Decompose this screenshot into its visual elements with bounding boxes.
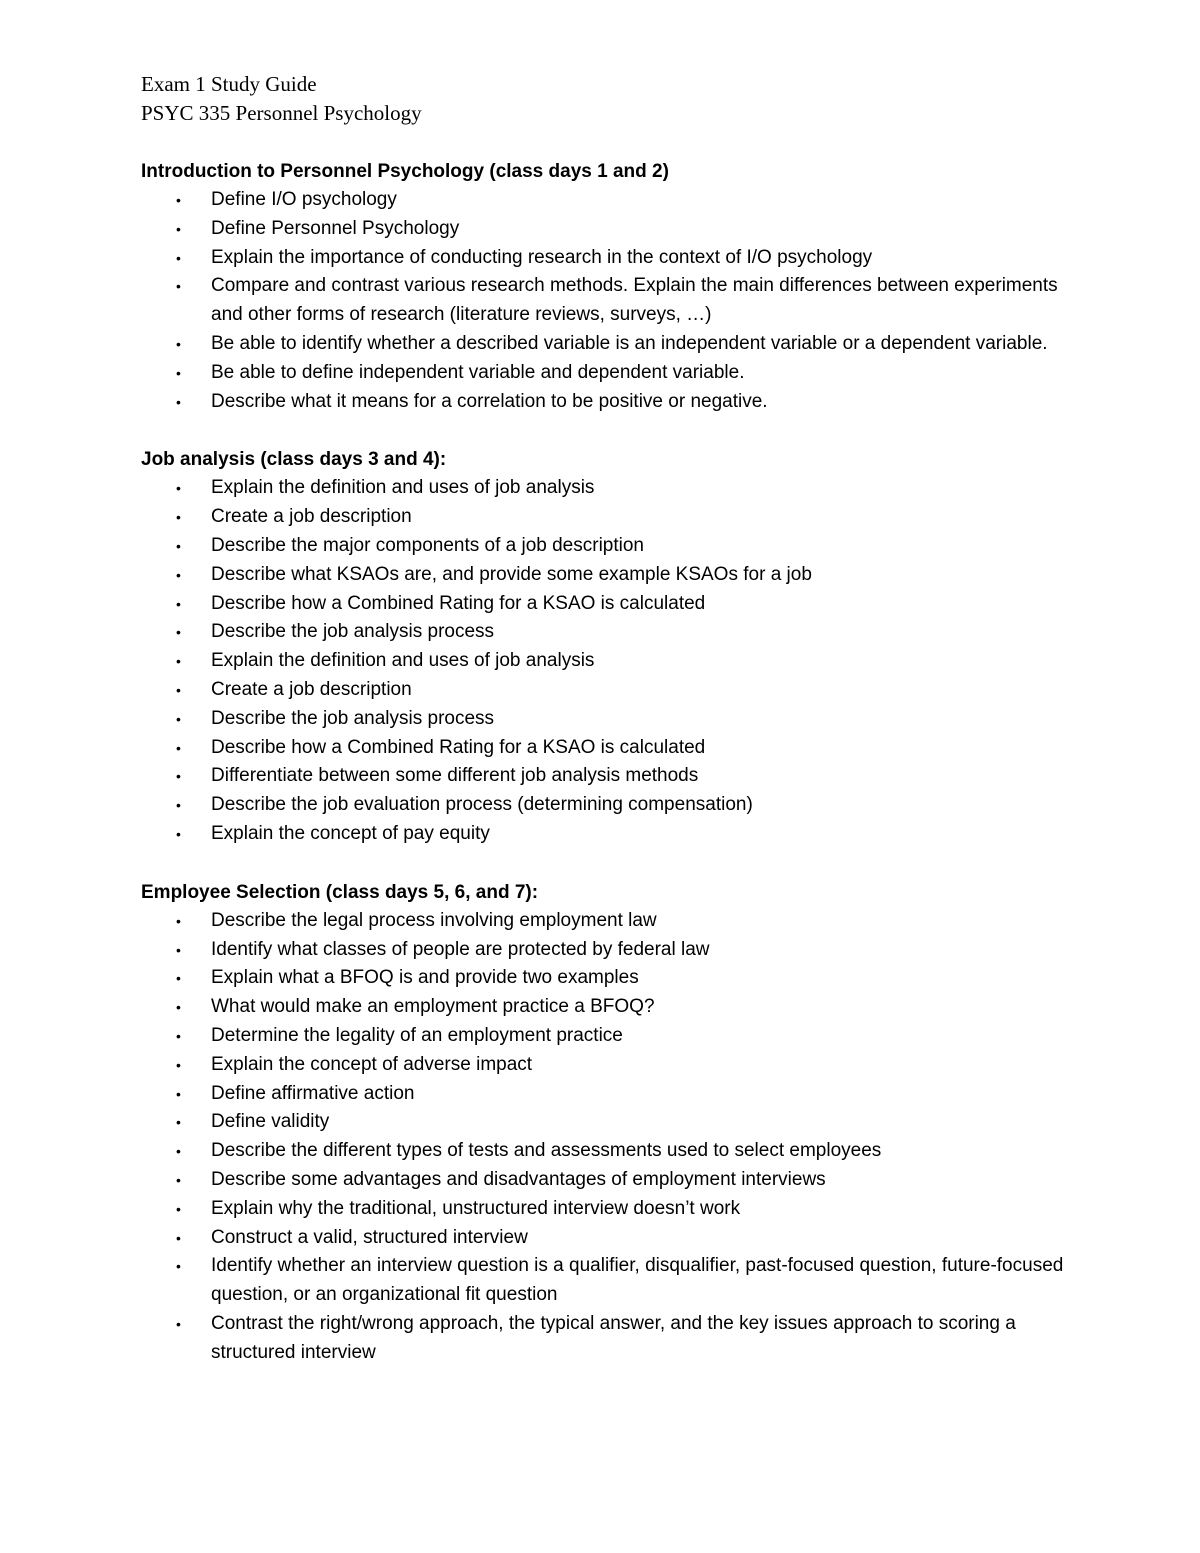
section-heading: Introduction to Personnel Psychology (class days 1 and 2) (141, 161, 669, 182)
list-item-text: Describe what KSAOs are, and provide some example KSAOs for a job (211, 563, 812, 585)
list-item (141, 1051, 1071, 1080)
list-item (141, 474, 1071, 503)
list-item-text: Explain the definition and uses of job analysis (211, 650, 595, 672)
list-item-text: Identify whether an interview question is a qualifier, disqualifier, past-focused question, future-focused question, or an organizational fit question (211, 1255, 1064, 1306)
list-item (141, 388, 1071, 417)
list-item-text: Explain the concept of pay equity (211, 822, 490, 844)
list-item (141, 734, 1071, 763)
bullet-icon: • (176, 335, 181, 352)
bullet-icon: • (176, 1056, 181, 1073)
list-item (141, 1252, 1071, 1310)
bullet-icon: • (176, 739, 181, 756)
list-item (141, 936, 1071, 965)
bullet-icon: • (176, 509, 181, 526)
list-item (141, 993, 1071, 1022)
list-item-text: Describe the job analysis process (211, 707, 495, 729)
bullet-icon: • (176, 220, 181, 237)
bullet-icon: • (176, 681, 181, 698)
bullet-icon: • (176, 249, 181, 266)
bullet-icon: • (176, 624, 181, 641)
list-item-text: Create a job description (211, 678, 412, 700)
study-guide-sections (141, 157, 1071, 1367)
list-item-text: Be able to identify whether a described variable is an independent variable or a dependent variable. (211, 332, 1048, 354)
list-item (141, 330, 1071, 359)
document-title: Exam 1 Study Guide (141, 72, 317, 96)
section-heading: Employee Selection (class days 5, 6, and 7): (141, 881, 539, 903)
bullet-icon: • (176, 278, 181, 295)
list-item (141, 561, 1071, 590)
bullet-icon: • (176, 1027, 181, 1044)
list-item-text: Describe some advantages and disadvantages of employment interviews (211, 1168, 826, 1190)
list-item-text: Explain why the traditional, unstructured interview doesn’t work (211, 1197, 741, 1219)
list-item-text: Describe the major components of a job description (211, 534, 645, 556)
section-2 (141, 445, 1071, 848)
bullet-icon: • (176, 595, 181, 612)
bullet-icon: • (176, 393, 181, 410)
list-item (141, 244, 1071, 273)
list-item-text: What would make an employment practice a BFOQ? (211, 996, 655, 1018)
list-item-text: Describe how a Combined Rating for a KSAO is calculated (211, 592, 706, 614)
list-item (141, 647, 1071, 676)
bullet-icon: • (176, 480, 181, 497)
document-page (141, 70, 1071, 1367)
list-item (141, 359, 1071, 388)
list-item (141, 705, 1071, 734)
bullet-icon: • (176, 970, 181, 987)
bullet-icon: • (176, 1315, 181, 1332)
list-item (141, 186, 1071, 215)
list-item (141, 820, 1071, 849)
list-item (141, 1080, 1071, 1109)
bullet-icon: • (176, 537, 181, 554)
list-item-text: Define Personnel Psychology (211, 217, 460, 239)
list-item-text: Construct a valid, structured interview (211, 1226, 528, 1248)
bullet-icon: • (176, 797, 181, 814)
list-item-text: Describe the job evaluation process (determining compensation) (211, 794, 753, 816)
bullet-icon: • (176, 825, 181, 842)
bullet-icon: • (176, 653, 181, 670)
bullet-icon: • (176, 192, 181, 208)
bullet-icon: • (176, 1143, 181, 1160)
list-item-text: Contrast the right/wrong approach, the typical answer, and the key issues approach to scoring a structured interview (211, 1312, 1016, 1363)
list-item (141, 762, 1071, 791)
list-item (141, 1108, 1071, 1137)
list-item-text: Compare and contrast various research methods. Explain the main differences between experiments and other forms of research (literature reviews, surveys, …) (211, 275, 1058, 326)
list-item-text: Describe how a Combined Rating for a KSAO is calculated (211, 736, 706, 758)
list-item (141, 215, 1071, 244)
list-item-text: Describe the job analysis process (211, 621, 495, 643)
list-item-text: Describe what it means for a correlation to be positive or negative. (211, 390, 768, 412)
bullet-icon: • (176, 710, 181, 727)
bullet-icon: • (176, 768, 181, 785)
list-item-text: Define I/O psychology (211, 189, 397, 210)
list-item-text: Differentiate between some different job analysis methods (211, 765, 699, 787)
bullet-icon: • (176, 1114, 181, 1131)
section-3 (141, 878, 1071, 1368)
list-item-text: Create a job description (211, 506, 412, 528)
list-item-text: Be able to define independent variable and dependent variable. (211, 361, 745, 383)
list-item (141, 1195, 1071, 1224)
list-item-text: Explain the definition and uses of job analysis (211, 477, 595, 499)
list-item (141, 532, 1071, 561)
bullet-icon: • (176, 912, 181, 929)
list-item-text: Define affirmative action (211, 1082, 415, 1104)
list-item-text: Describe the different types of tests and assessments used to select employees (211, 1140, 882, 1162)
list-item (141, 964, 1071, 993)
bullet-icon: • (176, 999, 181, 1016)
list-item-text: Identify what classes of people are protected by federal law (211, 938, 710, 960)
list-item (141, 503, 1071, 532)
list-item (141, 272, 1071, 330)
bullet-icon: • (176, 364, 181, 381)
list-item-text: Define validity (211, 1111, 330, 1133)
section-1 (141, 157, 1071, 416)
list-item (141, 907, 1071, 936)
bullet-icon: • (176, 1200, 181, 1217)
bullet-list (141, 474, 1071, 848)
list-item-text: Explain what a BFOQ is and provide two examples (211, 967, 639, 989)
list-item (141, 1137, 1071, 1166)
bullet-icon: • (176, 941, 181, 958)
list-item (141, 1310, 1071, 1368)
list-item (141, 590, 1071, 619)
list-item-text: Determine the legality of an employment practice (211, 1024, 623, 1046)
bullet-icon: • (176, 1229, 181, 1246)
list-item-text: Explain the concept of adverse impact (211, 1053, 533, 1075)
list-item (141, 1224, 1071, 1253)
bullet-icon: • (176, 566, 181, 583)
list-item-text: Describe the legal process involving employment law (211, 909, 657, 931)
list-item (141, 1022, 1071, 1051)
bullet-icon: • (176, 1258, 181, 1275)
list-item-text: Explain the importance of conducting research in the context of I/O psychology (211, 246, 873, 268)
section-heading: Job analysis (class days 3 and 4): (141, 449, 447, 471)
list-item (141, 1166, 1071, 1195)
list-item (141, 676, 1071, 705)
bullet-list (141, 186, 1071, 416)
bullet-icon: • (176, 1085, 181, 1102)
bullet-icon: • (176, 1171, 181, 1188)
bullet-list (141, 907, 1071, 1368)
list-item (141, 618, 1071, 647)
list-item (141, 791, 1071, 820)
course-name: PSYC 335 Personnel Psychology (141, 101, 422, 125)
